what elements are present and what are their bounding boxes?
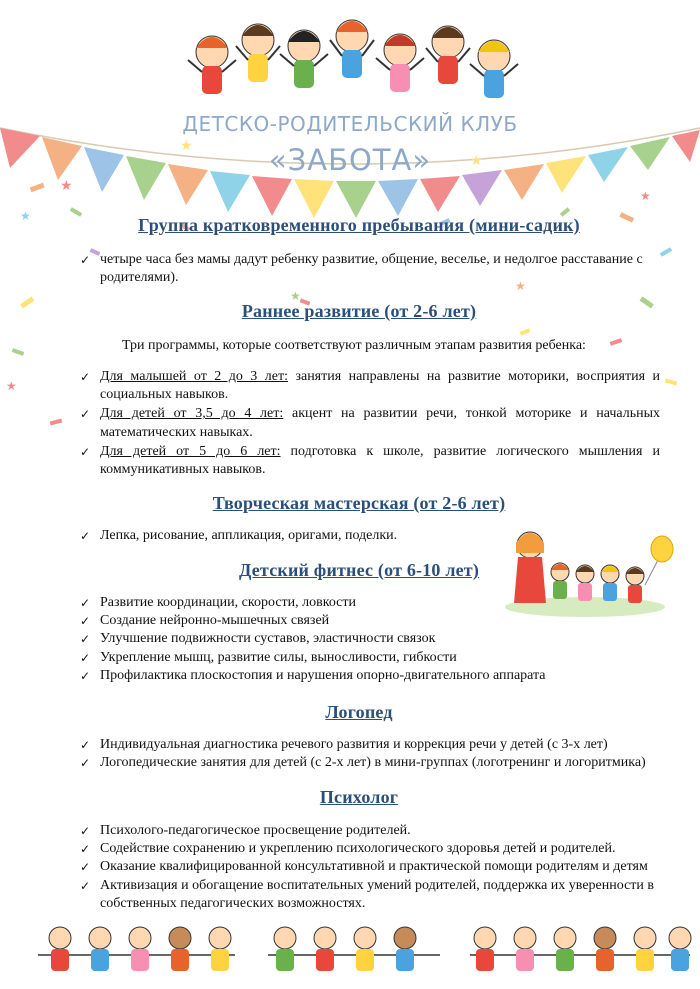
svg-text:★: ★ — [470, 154, 483, 169]
section-title-speech-therapist: Логопед — [325, 702, 393, 722]
list-item: ✓ Создание нейронно-мышечных связей — [80, 612, 660, 630]
psychologist-list — [80, 822, 660, 913]
list-item: ✓ Индивидуальная диагностика речевого развития и коррекция речи у детей (с 3-х лет) — [80, 736, 660, 754]
program-label: Для малышей от 2 до 3 лет: — [100, 369, 288, 384]
children-top-illustration — [188, 20, 518, 98]
list-item: ✓ Психолого-педагогическое просвещение родителей. — [80, 822, 660, 840]
list-item — [80, 368, 660, 404]
list-item: ✓ Развитие координации, скорости, ловкости — [80, 594, 660, 612]
list-item: ✓ Лепка, рисование, аппликация, оригами, поделки. — [80, 527, 660, 545]
children-bottom-illustration — [38, 927, 691, 971]
program-label: Для детей от 3,5 до 4 лет: — [100, 406, 284, 422]
mini-garden-list — [80, 251, 660, 287]
list-item: ✓ Логопедические занятия для детей (с 2-х лет) в мини-группах (логотренинг и логоритмика) — [80, 754, 660, 772]
kids-fitness-list — [80, 594, 660, 685]
svg-text:★: ★ — [180, 139, 193, 154]
early-development-intro: Три программы, которые соответствуют различным этапам развития ребенка: — [122, 338, 586, 353]
early-development-list — [80, 368, 660, 479]
list-item: ✓ четыре часа без мамы дадут ребенку развитие, общение, веселье, и недолгое расставание с родителями). — [80, 251, 660, 287]
list-item: ✓ Активизация и обогащение воспитательных умений родителей, поддержка их уверенности в собственных педагогических возможностях. — [80, 877, 660, 913]
svg-text:★: ★ — [60, 179, 73, 194]
svg-text:★: ★ — [20, 209, 31, 223]
speech-therapist-list — [80, 736, 660, 772]
svg-text:★: ★ — [290, 289, 301, 303]
list-item — [80, 405, 660, 441]
section-title-early-development: Раннее развитие (от 2-6 лет) — [241, 301, 477, 321]
svg-text:★: ★ — [6, 379, 17, 393]
list-item: ✓ Содействие сохранению и укреплению психологического здоровья детей и родителей. — [80, 840, 660, 858]
list-item: ✓ Профилактика плоскостопия и нарушения опорно-двигательного аппарата — [80, 667, 660, 685]
program-text: акцент на развитии речи, тонкой моторике и начальных математических навыках. — [100, 406, 660, 440]
list-item: ✓ Улучшение подвижности суставов, эластичности связок — [80, 630, 660, 648]
svg-text:★: ★ — [515, 279, 526, 293]
creative-workshop-list — [80, 527, 660, 545]
club-label: ДЕТСКО-РОДИТЕЛЬСКИЙ КЛУБ — [182, 112, 518, 136]
list-item — [80, 443, 660, 479]
program-label: Для детей от 5 до 6 лет: — [100, 443, 281, 459]
section-title-psychologist: Психолог — [319, 787, 399, 807]
program-text: занятия направлены на развитие моторики, восприятия и социальных навыков. — [100, 369, 660, 403]
svg-text:★: ★ — [640, 189, 651, 203]
section-title-creative-workshop: Творческая мастерская (от 2-6 лет) — [212, 493, 506, 513]
section-title-mini-garden: Группа кратковременного пребывания (мини-садик) — [138, 215, 580, 235]
club-name: «ЗАБОТА» — [268, 143, 432, 177]
program-text: подготовка к школе, развитие логического мышления и коммуникативных навыков. — [100, 443, 660, 478]
list-item: ✓ Оказание квалифицированной консультативной и практической помощи родителям и детям — [80, 858, 660, 876]
list-item: ✓ Укрепление мышц, развитие силы, выносливости, гибкости — [80, 649, 660, 667]
section-title-kids-fitness: Детский фитнес (от 6-10 лет) — [238, 560, 480, 580]
svg-text:★: ★ — [150, 159, 161, 173]
